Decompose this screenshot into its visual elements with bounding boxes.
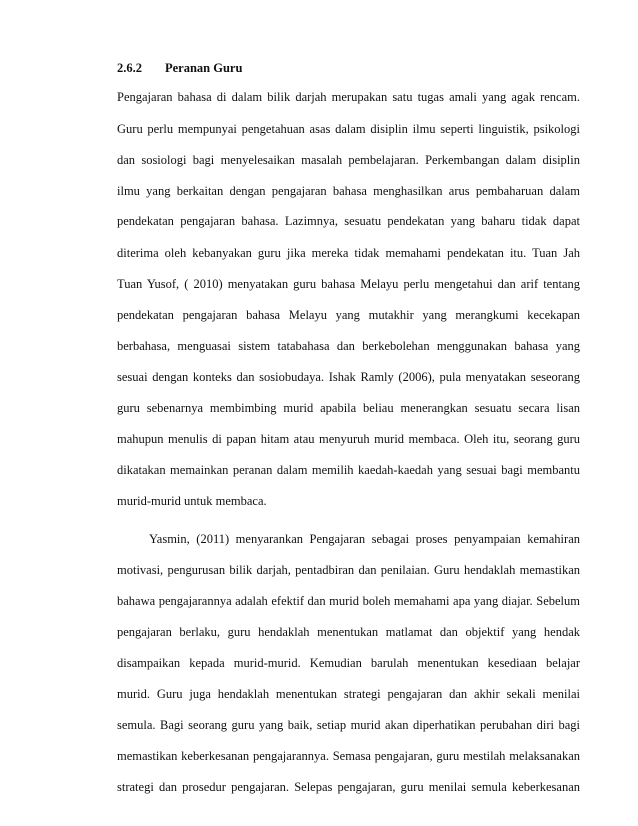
text-line: semula. Bagi seorang guru yang baik, setiap murid akan diperhatikan perubahan diri bagi <box>117 718 580 732</box>
text-line: dikatakan memainkan peranan dalam memilih kaedah-kaedah yang sesuai bagi membantu <box>117 463 580 477</box>
text-line: pendekatan pengajaran bahasa. Lazimnya, sesuatu pendekatan yang baharu tidak dapat <box>117 214 580 228</box>
text-line: Tuan Yusof, ( 2010) menyatakan guru bahasa Melayu perlu mengetahui dan arif tentang <box>117 277 580 291</box>
text-line: mahupun menulis di papan hitam atau menyuruh murid membaca. Oleh itu, seorang guru <box>117 432 580 446</box>
text-line: dan sosiologi bagi menyelesaikan masalah pembelajaran. Perkembangan dalam disiplin <box>117 153 580 167</box>
text-line: strategi dan prosedur pengajaran. Selepas pengajaran, guru menilai semula keberkesanan <box>117 780 580 794</box>
section-title: Peranan Guru <box>165 61 243 75</box>
text-line: bahawa pengajarannya adalah efektif dan murid boleh memahami apa yang diajar. Sebelum <box>117 594 580 608</box>
text-line: sesuai dengan konteks dan sosiobudaya. Ishak Ramly (2006), pula menyatakan seseorang <box>117 370 580 384</box>
section-number: 2.6.2 <box>117 61 142 75</box>
text-line: pendekatan pengajaran bahasa Melayu yang mutakhir yang merangkumi kecekapan <box>117 308 580 322</box>
text-line: Guru perlu mempunyai pengetahuan asas dalam disiplin ilmu seperti linguistik, psikologi <box>117 122 580 136</box>
text-line: disampaikan kepada murid-murid. Kemudian barulah menentukan kesediaan belajar <box>117 656 580 670</box>
text-line: murid-murid untuk membaca. <box>117 494 267 508</box>
text-line: Pengajaran bahasa di dalam bilik darjah merupakan satu tugas amali yang agak rencam. <box>117 90 580 104</box>
text-line: murid. Guru juga hendaklah menentukan strategi pengajaran dan akhir sekali menilai <box>117 687 580 701</box>
text-line: motivasi, pengurusan bilik darjah, pentadbiran dan penilaian. Guru hendaklah memastikan <box>117 563 580 577</box>
text-line: ilmu yang berkaitan dengan pengajaran bahasa menghasilkan arus pembaharuan dalam <box>117 184 580 198</box>
text-line: berbahasa, menguasai sistem tatabahasa dan berkebolehan menggunakan bahasa yang <box>117 339 580 353</box>
text-line: guru sebenarnya membimbing murid apabila beliau menerangkan sesuatu secara lisan <box>117 401 580 415</box>
text-line: Yasmin, (2011) menyarankan Pengajaran sebagai proses penyampaian kemahiran <box>149 532 580 546</box>
text-line: pengajaran berlaku, guru hendaklah menentukan matlamat dan objektif yang hendak <box>117 625 580 639</box>
text-line: memastikan keberkesanan pengajarannya. Semasa pengajaran, guru mestilah melaksanakan <box>117 749 580 763</box>
section-heading <box>117 61 242 76</box>
text-line: diterima oleh kebanyakan guru jika mereka tidak memahami pendekatan itu. Tuan Jah <box>117 246 580 260</box>
